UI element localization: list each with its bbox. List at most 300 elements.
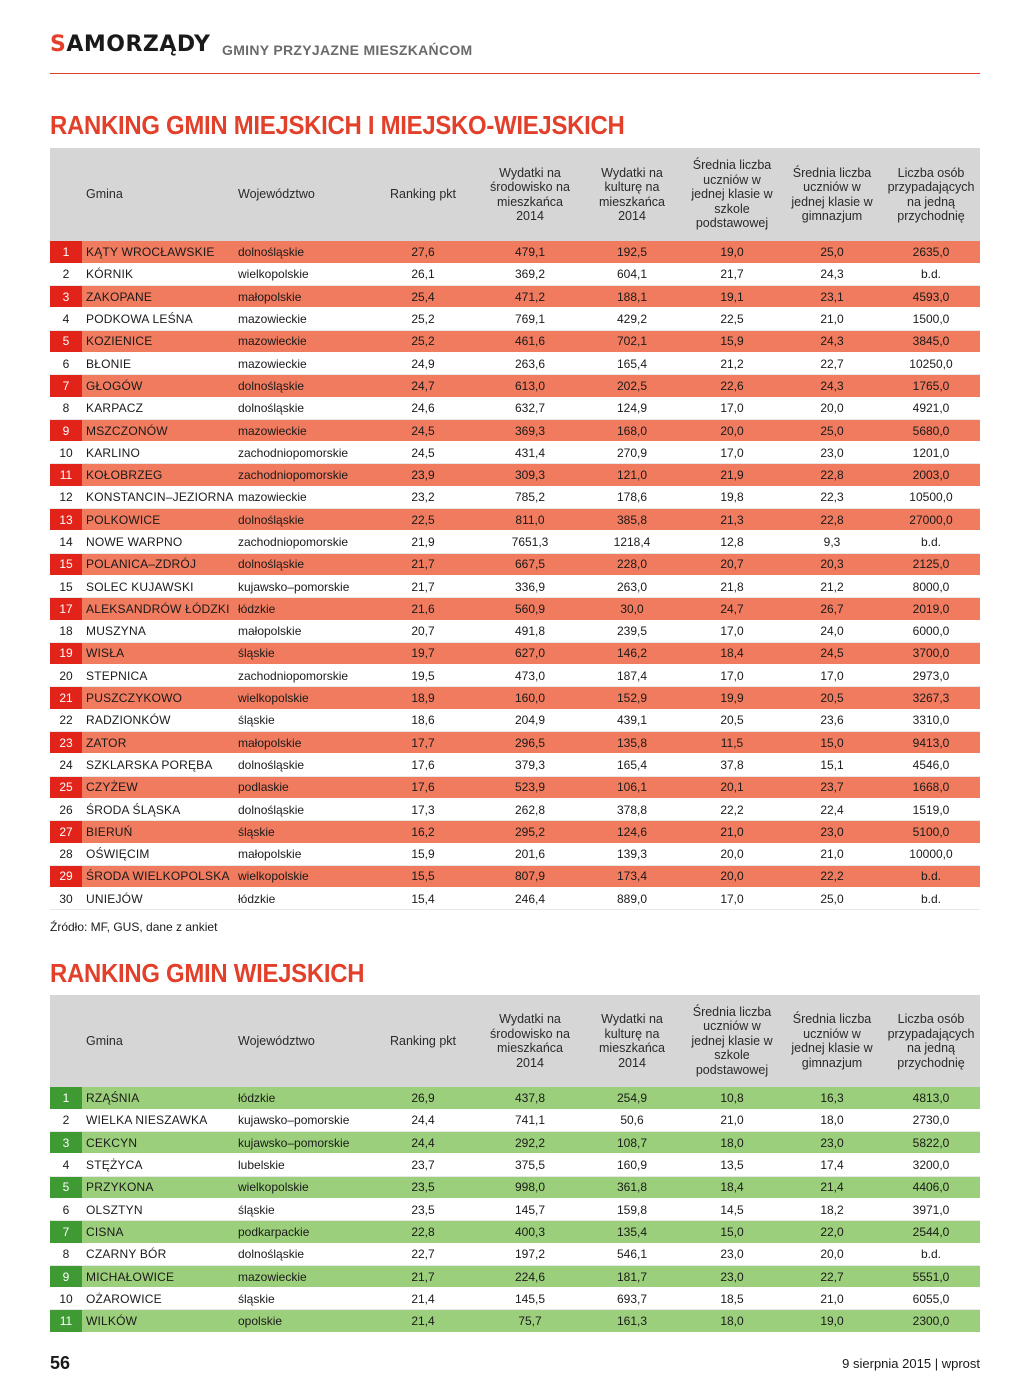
wydatki-kultura: 361,8 (582, 1176, 682, 1198)
srednia-gimnazjum: 26,7 (782, 598, 882, 620)
wydatki-srodowisko: 437,8 (478, 1087, 582, 1109)
wojewodztwo: małopolskie (234, 620, 368, 642)
srednia-podstawowa: 11,5 (682, 732, 782, 754)
srednia-gimnazjum: 16,3 (782, 1087, 882, 1109)
rank-num: 9 (50, 419, 82, 441)
ranking-pkt: 25,4 (368, 286, 478, 308)
wojewodztwo: dolnośląskie (234, 754, 368, 776)
gmina-name: MSZCZONÓW (82, 419, 234, 441)
srednia-podstawowa: 19,0 (682, 241, 782, 263)
srednia-gimnazjum: 18,0 (782, 1109, 882, 1131)
osoby-przychodnia: 2019,0 (882, 598, 980, 620)
srednia-gimnazjum: 18,2 (782, 1198, 882, 1220)
table-row (50, 263, 980, 285)
ranking-pkt: 19,5 (368, 665, 478, 687)
gmina-name: GŁOGÓW (82, 375, 234, 397)
wojewodztwo: dolnośląskie (234, 553, 368, 575)
rank-num: 10 (50, 1288, 82, 1310)
wojewodztwo: małopolskie (234, 286, 368, 308)
ranking-pkt: 22,8 (368, 1221, 478, 1243)
ranking-pkt: 23,5 (368, 1176, 478, 1198)
wojewodztwo: dolnośląskie (234, 241, 368, 263)
wydatki-kultura: 146,2 (582, 642, 682, 664)
table2-title: RANKING GMIN WIEJSKICH (50, 958, 365, 988)
wydatki-kultura: 50,6 (582, 1109, 682, 1131)
srednia-podstawowa: 21,3 (682, 509, 782, 531)
osoby-przychodnia: 5680,0 (882, 419, 980, 441)
col-header-num (50, 148, 82, 241)
ranking-pkt: 21,9 (368, 531, 478, 553)
wydatki-srodowisko: 769,1 (478, 308, 582, 330)
table-row (50, 1310, 980, 1332)
wydatki-srodowisko: 369,2 (478, 263, 582, 285)
osoby-przychodnia: 2003,0 (882, 464, 980, 486)
wojewodztwo: wielkopolskie (234, 1176, 368, 1198)
ranking-pkt: 20,7 (368, 620, 478, 642)
wojewodztwo: łódzkie (234, 888, 368, 910)
col-header-num (50, 995, 82, 1087)
wydatki-srodowisko: 160,0 (478, 687, 582, 709)
table2-body (50, 1087, 980, 1332)
table-row (50, 620, 980, 642)
srednia-gimnazjum: 23,0 (782, 1132, 882, 1154)
table-row (50, 1221, 980, 1243)
wojewodztwo: zachodniopomorskie (234, 464, 368, 486)
srednia-podstawowa: 22,6 (682, 375, 782, 397)
ranking-pkt: 23,2 (368, 486, 478, 508)
rank-num: 3 (50, 1132, 82, 1154)
wydatki-kultura: 439,1 (582, 709, 682, 731)
ranking-pkt: 23,9 (368, 464, 478, 486)
srednia-podstawowa: 15,9 (682, 330, 782, 352)
gmina-name: KOZIENICE (82, 330, 234, 352)
wojewodztwo: śląskie (234, 709, 368, 731)
srednia-podstawowa: 18,0 (682, 1132, 782, 1154)
wydatki-kultura: 139,3 (582, 843, 682, 865)
wojewodztwo: dolnośląskie (234, 798, 368, 820)
wydatki-srodowisko: 309,3 (478, 464, 582, 486)
rank-num: 25 (50, 776, 82, 798)
srednia-podstawowa: 24,7 (682, 598, 782, 620)
wojewodztwo: zachodniopomorskie (234, 442, 368, 464)
osoby-przychodnia: 8000,0 (882, 575, 980, 597)
srednia-gimnazjum: 20,3 (782, 553, 882, 575)
gmina-name: KARPACZ (82, 397, 234, 419)
osoby-przychodnia: 1519,0 (882, 798, 980, 820)
gmina-name: SZKLARSKA PORĘBA (82, 754, 234, 776)
srednia-podstawowa: 14,5 (682, 1198, 782, 1220)
wydatki-srodowisko: 471,2 (478, 286, 582, 308)
wojewodztwo: dolnośląskie (234, 375, 368, 397)
rank-num: 15 (50, 575, 82, 597)
gmina-name: POLKOWICE (82, 509, 234, 531)
srednia-podstawowa: 21,8 (682, 575, 782, 597)
wydatki-kultura: 188,1 (582, 286, 682, 308)
ranking-pkt: 21,7 (368, 1265, 478, 1287)
wydatki-kultura: 159,8 (582, 1198, 682, 1220)
rank-num: 1 (50, 1087, 82, 1109)
ranking-pkt: 25,2 (368, 308, 478, 330)
gmina-name: STEPNICA (82, 665, 234, 687)
wojewodztwo: podlaskie (234, 776, 368, 798)
rank-num: 2 (50, 263, 82, 285)
wydatki-kultura: 202,5 (582, 375, 682, 397)
srednia-podstawowa: 23,0 (682, 1265, 782, 1287)
col-header-srednia-podstawowa: Średnia liczba uczniów w jednej klasie w szkole podstawowej (682, 995, 782, 1087)
osoby-przychodnia: 2544,0 (882, 1221, 980, 1243)
table-row (50, 821, 980, 843)
wojewodztwo: małopolskie (234, 843, 368, 865)
srednia-gimnazjum: 22,8 (782, 464, 882, 486)
wydatki-srodowisko: 461,6 (478, 330, 582, 352)
ranking-pkt: 19,7 (368, 642, 478, 664)
table-row (50, 241, 980, 263)
osoby-przychodnia: 1500,0 (882, 308, 980, 330)
srednia-gimnazjum: 20,0 (782, 397, 882, 419)
osoby-przychodnia: 6000,0 (882, 620, 980, 642)
ranking-pkt: 18,6 (368, 709, 478, 731)
table-row (50, 709, 980, 731)
col-header-kultura: Wydatki na kulturę na mieszkańca 2014 (582, 148, 682, 241)
rank-num: 7 (50, 1221, 82, 1243)
gmina-name: NOWE WARPNO (82, 531, 234, 553)
col-header-srodowisko: Wydatki na środowisko na mieszkańca 2014 (478, 995, 582, 1087)
srednia-gimnazjum: 23,0 (782, 442, 882, 464)
srednia-podstawowa: 19,9 (682, 687, 782, 709)
table-row (50, 486, 980, 508)
wydatki-srodowisko: 369,3 (478, 419, 582, 441)
col-header-gmina: Gmina (82, 995, 234, 1087)
table-row (50, 352, 980, 374)
wydatki-srodowisko: 379,3 (478, 754, 582, 776)
rank-num: 6 (50, 352, 82, 374)
wydatki-kultura: 173,4 (582, 865, 682, 887)
table-row (50, 419, 980, 441)
gmina-name: OŚWIĘCIM (82, 843, 234, 865)
srednia-gimnazjum: 25,0 (782, 419, 882, 441)
wojewodztwo: zachodniopomorskie (234, 531, 368, 553)
rank-num: 11 (50, 1310, 82, 1332)
gmina-name: WIELKA NIESZAWKA (82, 1109, 234, 1131)
gmina-name: WISŁA (82, 642, 234, 664)
ranking-pkt: 15,9 (368, 843, 478, 865)
osoby-przychodnia: 5551,0 (882, 1265, 980, 1287)
table-row (50, 1154, 980, 1176)
wydatki-kultura: 378,8 (582, 798, 682, 820)
ranking-pkt: 26,9 (368, 1087, 478, 1109)
rank-num: 6 (50, 1198, 82, 1220)
srednia-gimnazjum: 24,3 (782, 330, 882, 352)
ranking-pkt: 16,2 (368, 821, 478, 843)
table-row (50, 642, 980, 664)
table1-title: RANKING GMIN MIEJSKICH I MIEJSKO-WIEJSKICH (50, 110, 625, 140)
wydatki-srodowisko: 7651,3 (478, 531, 582, 553)
footer-separator: | (934, 1356, 939, 1371)
srednia-gimnazjum: 25,0 (782, 241, 882, 263)
wydatki-kultura: 702,1 (582, 330, 682, 352)
wydatki-kultura: 254,9 (582, 1087, 682, 1109)
rank-num: 8 (50, 397, 82, 419)
srednia-gimnazjum: 17,4 (782, 1154, 882, 1176)
table1-body (50, 241, 980, 910)
table-row (50, 553, 980, 575)
srednia-gimnazjum: 9,3 (782, 531, 882, 553)
table-row (50, 575, 980, 597)
wydatki-kultura: 135,8 (582, 732, 682, 754)
gmina-name: PUSZCZYKOWO (82, 687, 234, 709)
ranking-table-urban (50, 148, 980, 910)
wojewodztwo: śląskie (234, 642, 368, 664)
table-row (50, 1087, 980, 1109)
osoby-przychodnia: 4593,0 (882, 286, 980, 308)
wydatki-srodowisko: 473,0 (478, 665, 582, 687)
wydatki-srodowisko: 998,0 (478, 1176, 582, 1198)
srednia-podstawowa: 19,1 (682, 286, 782, 308)
section-name-rest: AMORZĄDY (66, 32, 211, 57)
wydatki-kultura: 239,5 (582, 620, 682, 642)
srednia-gimnazjum: 22,7 (782, 1265, 882, 1287)
page-header (50, 30, 980, 74)
table-row (50, 687, 980, 709)
wydatki-kultura: 165,4 (582, 352, 682, 374)
wojewodztwo: kujawsko–pomorskie (234, 1109, 368, 1131)
col-header-srodowisko: Wydatki na środowisko na mieszkańca 2014 (478, 148, 582, 241)
srednia-podstawowa: 18,4 (682, 642, 782, 664)
osoby-przychodnia: 5822,0 (882, 1132, 980, 1154)
osoby-przychodnia: 2973,0 (882, 665, 980, 687)
wydatki-srodowisko: 479,1 (478, 241, 582, 263)
ranking-pkt: 18,9 (368, 687, 478, 709)
srednia-gimnazjum: 24,3 (782, 263, 882, 285)
wydatki-kultura: 270,9 (582, 442, 682, 464)
rank-num: 30 (50, 888, 82, 910)
wydatki-srodowisko: 145,7 (478, 1198, 582, 1220)
osoby-przychodnia: 2730,0 (882, 1109, 980, 1131)
srednia-gimnazjum: 22,3 (782, 486, 882, 508)
srednia-podstawowa: 10,8 (682, 1087, 782, 1109)
table-row (50, 754, 980, 776)
wydatki-srodowisko: 262,8 (478, 798, 582, 820)
ranking-pkt: 17,6 (368, 754, 478, 776)
rank-num: 19 (50, 642, 82, 664)
osoby-przychodnia: 2300,0 (882, 1310, 980, 1332)
rank-num: 14 (50, 531, 82, 553)
srednia-gimnazjum: 25,0 (782, 888, 882, 910)
osoby-przychodnia: 10250,0 (882, 352, 980, 374)
page-number: 56 (50, 1353, 71, 1373)
osoby-przychodnia: 6055,0 (882, 1288, 980, 1310)
wojewodztwo: mazowieckie (234, 1265, 368, 1287)
wydatki-kultura: 1218,4 (582, 531, 682, 553)
col-header-kultura: Wydatki na kulturę na mieszkańca 2014 (582, 995, 682, 1087)
wydatki-srodowisko: 807,9 (478, 865, 582, 887)
srednia-gimnazjum: 22,7 (782, 352, 882, 374)
wydatki-srodowisko: 263,6 (478, 352, 582, 374)
wydatki-kultura: 106,1 (582, 776, 682, 798)
table-row (50, 865, 980, 887)
srednia-gimnazjum: 23,7 (782, 776, 882, 798)
osoby-przychodnia: b.d. (882, 888, 980, 910)
wojewodztwo: wielkopolskie (234, 865, 368, 887)
srednia-gimnazjum: 19,0 (782, 1310, 882, 1332)
rank-num: 13 (50, 509, 82, 531)
osoby-przychodnia: 3971,0 (882, 1198, 980, 1220)
section-name-first-letter: S (50, 32, 67, 57)
srednia-podstawowa: 21,0 (682, 821, 782, 843)
wydatki-kultura: 263,0 (582, 575, 682, 597)
wojewodztwo: dolnośląskie (234, 1243, 368, 1265)
gmina-name: ŚRODA ŚLĄSKA (82, 798, 234, 820)
srednia-podstawowa: 18,5 (682, 1288, 782, 1310)
srednia-podstawowa: 17,0 (682, 665, 782, 687)
gmina-name: POLANICA–ZDRÓJ (82, 553, 234, 575)
section-name (50, 32, 211, 57)
wojewodztwo: podkarpackie (234, 1221, 368, 1243)
wojewodztwo: zachodniopomorskie (234, 665, 368, 687)
rank-num: 28 (50, 843, 82, 865)
table-row (50, 308, 980, 330)
srednia-gimnazjum: 23,1 (782, 286, 882, 308)
wydatki-srodowisko: 613,0 (478, 375, 582, 397)
table-row (50, 442, 980, 464)
wydatki-kultura: 165,4 (582, 754, 682, 776)
rank-num: 4 (50, 308, 82, 330)
srednia-gimnazjum: 22,2 (782, 865, 882, 887)
table-row (50, 330, 980, 352)
wydatki-srodowisko: 295,2 (478, 821, 582, 843)
osoby-przychodnia: 4921,0 (882, 397, 980, 419)
srednia-gimnazjum: 24,0 (782, 620, 882, 642)
osoby-przychodnia: 27000,0 (882, 509, 980, 531)
gmina-name: UNIEJÓW (82, 888, 234, 910)
table-row (50, 732, 980, 754)
rank-num: 20 (50, 665, 82, 687)
gmina-name: KONSTANCIN–JEZIORNA (82, 486, 234, 508)
ranking-pkt: 21,4 (368, 1310, 478, 1332)
wojewodztwo: kujawsko–pomorskie (234, 1132, 368, 1154)
gmina-name: BIERUŃ (82, 821, 234, 843)
gmina-name: OLSZTYN (82, 1198, 234, 1220)
ranking-pkt: 23,7 (368, 1154, 478, 1176)
rank-num: 18 (50, 620, 82, 642)
srednia-podstawowa: 17,0 (682, 888, 782, 910)
ranking-pkt: 17,6 (368, 776, 478, 798)
wydatki-srodowisko: 75,7 (478, 1310, 582, 1332)
wydatki-srodowisko: 375,5 (478, 1154, 582, 1176)
srednia-podstawowa: 21,9 (682, 464, 782, 486)
table-header-row (50, 148, 980, 241)
srednia-gimnazjum: 22,4 (782, 798, 882, 820)
ranking-pkt: 21,7 (368, 553, 478, 575)
wydatki-srodowisko: 741,1 (478, 1109, 582, 1131)
srednia-podstawowa: 15,0 (682, 1221, 782, 1243)
gmina-name: OŻAROWICE (82, 1288, 234, 1310)
rank-num: 12 (50, 486, 82, 508)
srednia-podstawowa: 20,0 (682, 865, 782, 887)
col-header-gmina: Gmina (82, 148, 234, 241)
ranking-pkt: 17,3 (368, 798, 478, 820)
gmina-name: BŁONIE (82, 352, 234, 374)
ranking-pkt: 21,7 (368, 575, 478, 597)
gmina-name: MICHAŁOWICE (82, 1265, 234, 1287)
gmina-name: RZĄŚNIA (82, 1087, 234, 1109)
srednia-podstawowa: 20,5 (682, 709, 782, 731)
source-note: Źródło: MF, GUS, dane z ankiet (50, 920, 218, 934)
ranking-pkt: 21,6 (368, 598, 478, 620)
footer-issue (842, 1356, 980, 1371)
osoby-przychodnia: 3200,0 (882, 1154, 980, 1176)
srednia-podstawowa: 37,8 (682, 754, 782, 776)
srednia-podstawowa: 20,7 (682, 553, 782, 575)
ranking-pkt: 24,9 (368, 352, 478, 374)
wydatki-srodowisko: 201,6 (478, 843, 582, 865)
gmina-name: PRZYKONA (82, 1176, 234, 1198)
wojewodztwo: wielkopolskie (234, 263, 368, 285)
wojewodztwo: dolnośląskie (234, 509, 368, 531)
ranking-pkt: 15,5 (368, 865, 478, 887)
osoby-przychodnia: 3310,0 (882, 709, 980, 731)
table-row (50, 397, 980, 419)
rank-num: 1 (50, 241, 82, 263)
gmina-name: KARLINO (82, 442, 234, 464)
wydatki-kultura: 429,2 (582, 308, 682, 330)
ranking-pkt: 24,4 (368, 1109, 478, 1131)
table-row (50, 1288, 980, 1310)
wojewodztwo: łódzkie (234, 598, 368, 620)
srednia-podstawowa: 21,0 (682, 1109, 782, 1131)
ranking-pkt: 22,5 (368, 509, 478, 531)
gmina-name: CEKCYN (82, 1132, 234, 1154)
rank-num: 5 (50, 330, 82, 352)
wydatki-srodowisko: 667,5 (478, 553, 582, 575)
ranking-pkt: 26,1 (368, 263, 478, 285)
gmina-name: WILKÓW (82, 1310, 234, 1332)
rank-num: 9 (50, 1265, 82, 1287)
srednia-gimnazjum: 22,8 (782, 509, 882, 531)
ranking-pkt: 24,5 (368, 419, 478, 441)
gmina-name: PODKOWA LEŚNA (82, 308, 234, 330)
srednia-gimnazjum: 23,0 (782, 821, 882, 843)
wydatki-kultura: 181,7 (582, 1265, 682, 1287)
ranking-pkt: 27,6 (368, 241, 478, 263)
osoby-przychodnia: 3845,0 (882, 330, 980, 352)
osoby-przychodnia: 10000,0 (882, 843, 980, 865)
rank-num: 27 (50, 821, 82, 843)
wojewodztwo: łódzkie (234, 1087, 368, 1109)
wojewodztwo: dolnośląskie (234, 397, 368, 419)
srednia-gimnazjum: 21,0 (782, 843, 882, 865)
osoby-przychodnia: 1201,0 (882, 442, 980, 464)
wojewodztwo: mazowieckie (234, 352, 368, 374)
ranking-pkt: 24,5 (368, 442, 478, 464)
wojewodztwo: mazowieckie (234, 330, 368, 352)
rank-num: 8 (50, 1243, 82, 1265)
table-row (50, 531, 980, 553)
osoby-przychodnia: 4406,0 (882, 1176, 980, 1198)
rank-num: 17 (50, 598, 82, 620)
srednia-podstawowa: 18,0 (682, 1310, 782, 1332)
osoby-przychodnia: 9413,0 (882, 732, 980, 754)
srednia-gimnazjum: 21,0 (782, 308, 882, 330)
gmina-name: KOŁOBRZEG (82, 464, 234, 486)
osoby-przychodnia: 5100,0 (882, 821, 980, 843)
wydatki-kultura: 124,6 (582, 821, 682, 843)
wydatki-srodowisko: 296,5 (478, 732, 582, 754)
wydatki-kultura: 108,7 (582, 1132, 682, 1154)
wojewodztwo: mazowieckie (234, 308, 368, 330)
wojewodztwo: wielkopolskie (234, 687, 368, 709)
col-header-ranking: Ranking pkt (368, 995, 478, 1087)
